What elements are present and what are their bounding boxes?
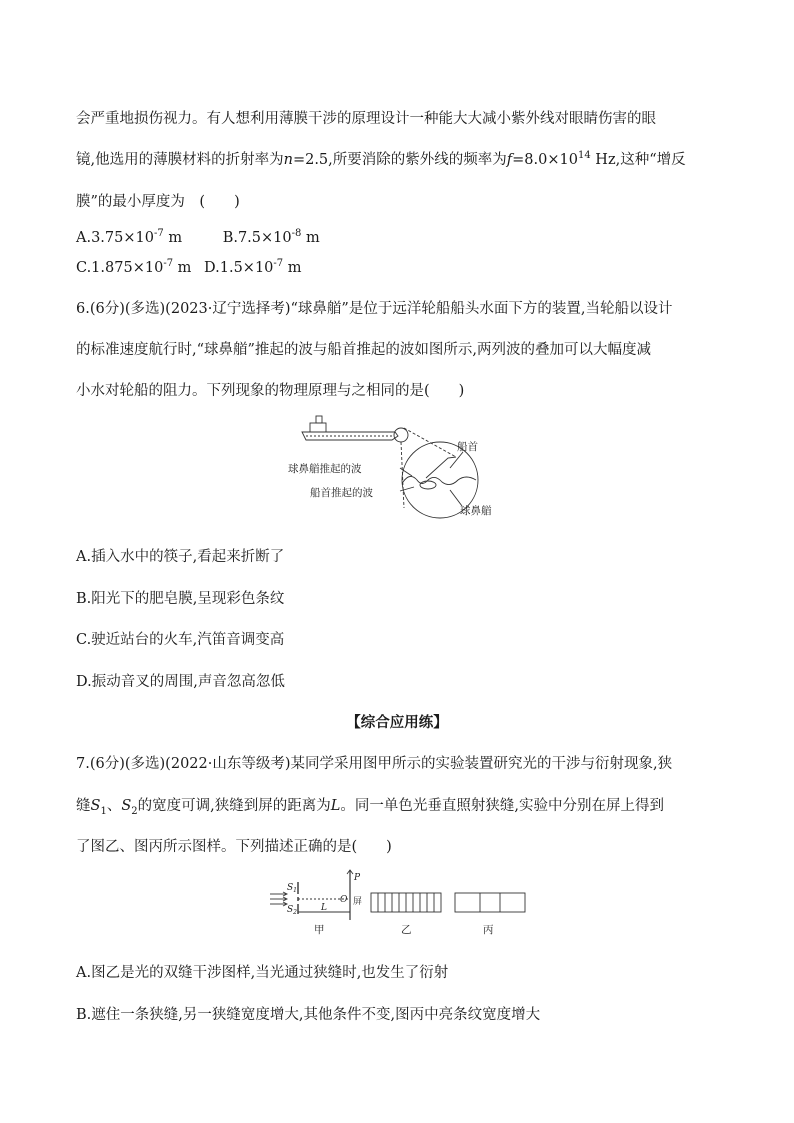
label-s2: $S_2$ xyxy=(287,905,297,916)
double-slit-figure xyxy=(268,868,530,940)
q6-text-line3: 小水对轮船的阻力。下列现象的物理原理与之相同的是( ) xyxy=(76,383,465,399)
q7-option-b[interactable]: B.遮住一条狭缝,另一狭缝宽度增大,其他条件不变,图丙中亮条纹宽度增大 xyxy=(76,1007,541,1023)
label-L: L xyxy=(321,903,327,913)
label-P: P xyxy=(354,873,361,883)
label-O: O xyxy=(340,895,348,905)
q6-option-a[interactable]: A.插入水中的筷子,看起来折断了 xyxy=(76,549,285,565)
q5-text-line2 xyxy=(76,148,686,169)
q5-text-line1: 会严重地损伤视力。有人想利用薄膜干涉的原理设计一种能大大减小紫外线对眼睛伤害的眼 xyxy=(76,111,656,127)
pattern-bing xyxy=(455,893,525,912)
pattern-yi xyxy=(371,893,441,912)
q5-options-row1 xyxy=(76,228,320,246)
q5-option-a[interactable]: $A.3.75\times 10^{-7}$ m xyxy=(76,228,183,246)
label-bulb: 球鼻艏 xyxy=(460,505,492,517)
q5-line2-part-d: Hz,这种“增反 xyxy=(590,152,686,168)
section-title: 【综合应用练】 xyxy=(346,714,448,731)
q6-option-b[interactable]: B.阳光下的肥皂膜,呈现彩色条纹 xyxy=(76,591,285,607)
label-bulb-wave: 球鼻艏推起的波 xyxy=(288,463,362,475)
q5-var-f: f xyxy=(506,152,513,168)
q7-var-s1: S xyxy=(90,798,101,814)
q7-text-line1: 7.(6分)(多选)(2022·山东等级考)某同学采用图甲所示的实验装置研究光的干涉与衍射现象,狭 xyxy=(76,756,673,772)
q5-line2-exponent: 14 xyxy=(577,150,591,162)
label-bow-wave: 船首推起的波 xyxy=(310,487,373,499)
q5-text-line3: 膜”的最小厚度为 ( ) xyxy=(76,194,240,210)
q7-var-L: L xyxy=(330,798,341,814)
label-bing: 丙 xyxy=(483,924,494,936)
q5-option-c[interactable]: $C.1.875\times 10^{-7}$ m xyxy=(76,258,192,276)
q7-var-s2: S xyxy=(121,798,132,814)
q7-text-line2: 缝$S_1$、$S_2$的宽度可调,狭缝到屏的距离为L。同一单色光垂直照射狭缝,实验中分别在屏上得到 xyxy=(76,798,664,817)
q6-text-line2: 的标准速度航行时,“球鼻艏”推起的波与船首推起的波如图所示,两列波的叠加可以大幅度减 xyxy=(76,342,652,358)
q5-line2-part-a: 镜,他选用的薄膜材料的折射率为 xyxy=(76,152,284,168)
label-s1: $S_1$ xyxy=(287,883,297,894)
label-bow: 船首 xyxy=(457,441,478,453)
q7-option-a[interactable]: A.图乙是光的双缝干涉图样,当光通过狭缝时,也发生了衍射 xyxy=(76,965,449,981)
q5-line2-part-b: =2.5,所要消除的紫外线的频率为 xyxy=(292,152,507,168)
bulbous-bow-figure xyxy=(280,410,530,525)
q5-line2-part-c: =8.0×10 xyxy=(512,152,578,168)
q6-text-line1: 6.(6分)(多选)(2023·辽宁选择考)“球鼻艏”是位于远洋轮船船头水面下方的装置,当轮船以设计 xyxy=(76,301,673,317)
q5-var-n: n xyxy=(283,152,293,168)
label-jia: 甲 xyxy=(314,924,325,936)
q5-option-d[interactable]: $D.1.5\times 10^{-7}$ m xyxy=(204,258,302,276)
q5-options-row2 xyxy=(76,258,302,276)
q6-option-c[interactable]: C.驶近站台的火车,汽笛音调变高 xyxy=(76,632,285,648)
label-yi: 乙 xyxy=(401,924,412,936)
q7-text-line3: 了图乙、图丙所示图样。下列描述正确的是( ) xyxy=(76,839,392,855)
q6-option-d[interactable]: D.振动音叉的周围,声音忽高忽低 xyxy=(76,674,285,690)
label-screen: 屏 xyxy=(353,897,363,907)
q5-option-b[interactable]: $B.7.5\times 10^{-8}$ m xyxy=(222,228,320,246)
